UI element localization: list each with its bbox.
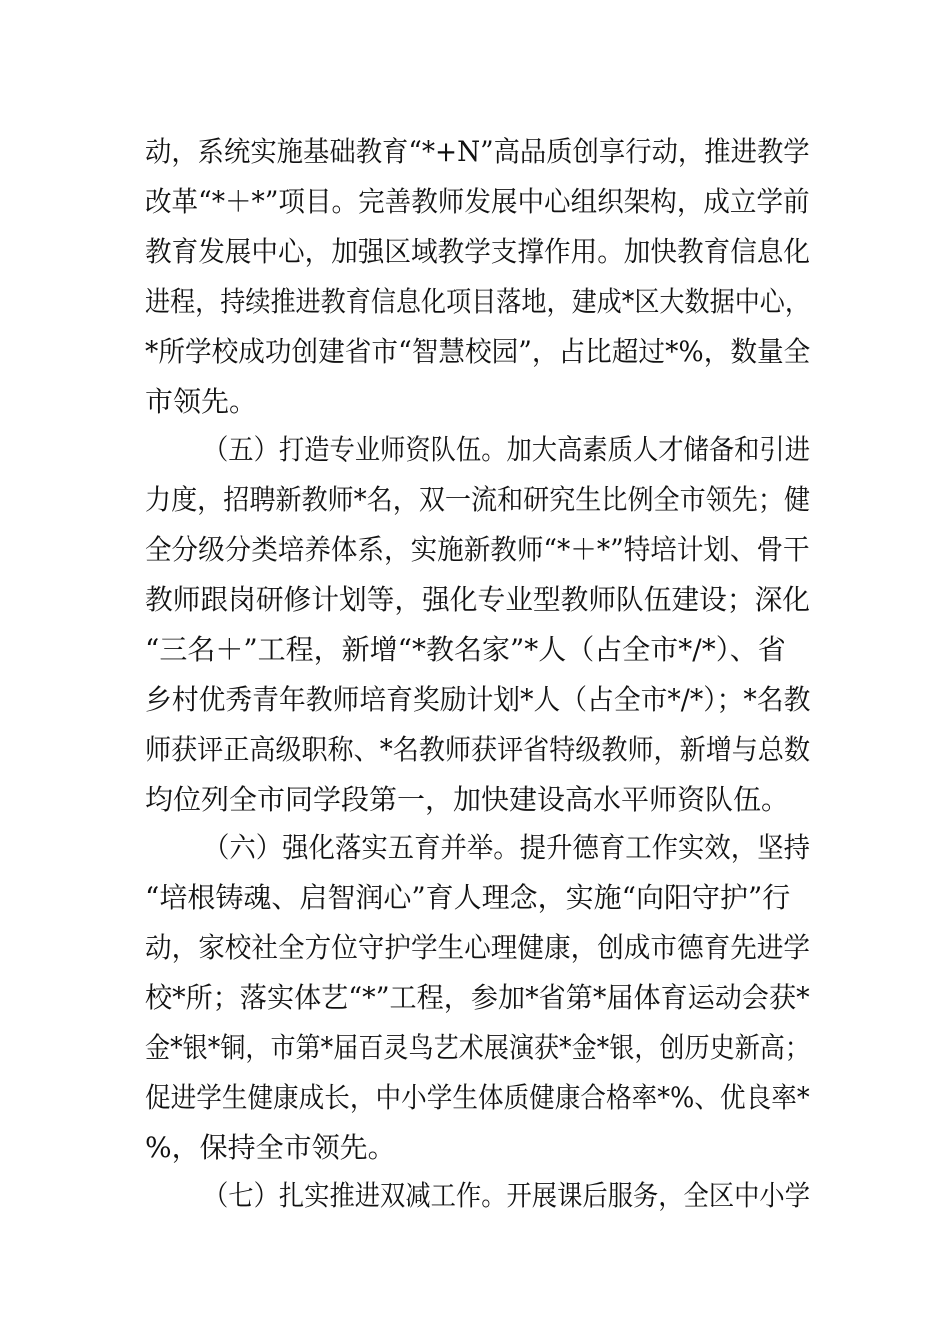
paragraph-line: 动，系统实施基础教育“*+N”高品质创享行动，推进教学	[145, 135, 810, 168]
paragraph-line: 均位列全市同学段第一，加快建设高水平师资队伍。	[145, 783, 790, 816]
paragraph-line: “三名＋”工程，新增“*教名家”*人（占全市*/*）、省	[145, 633, 786, 666]
paragraph-line: 师获评正高级职称、*名教师获评省特级教师，新增与总数	[145, 733, 811, 766]
paragraph-line: 全分级分类培养体系，实施新教师“*＋*”特培计划、骨干	[145, 533, 810, 566]
paragraph-line: （六）强化落实五育并举。提升德育工作实效，坚持	[203, 831, 810, 864]
paragraph-line: （七）扎实推进双减工作。开展课后服务，全区中小学	[203, 1179, 811, 1212]
paragraph-line: 金*银*铜，市第*届百灵鸟艺术展演获*金*银，创历史新高；	[145, 1031, 810, 1064]
paragraph-line: 乡村优秀青年教师培育奖励计划*人（占全市*/*）；*名教	[145, 683, 811, 716]
paragraph-line: 力度，招聘新教师*名，双一流和研究生比例全市领先；健	[145, 483, 811, 516]
paragraph-line: 教育发展中心，加强区域教学支撑作用。加快教育信息化	[145, 235, 811, 268]
paragraph-line: 市领先。	[145, 385, 258, 418]
paragraph-line: 校*所；落实体艺“*”工程，参加*省第*届体育运动会获*	[145, 981, 810, 1014]
paragraph-line: “培根铸魂、启智润心”育人理念，实施“向阳守护”行	[145, 881, 791, 914]
paragraph-line: %，保持全市领先。	[145, 1131, 396, 1164]
paragraph-line: 动，家校社全方位守护学生心理健康，创成市德育先进学	[145, 931, 811, 964]
paragraph-line: 教师跟岗研修计划等，强化专业型教师队伍建设；深化	[145, 583, 811, 616]
paragraph-line: （五）打造专业师资队伍。加大高素质人才储备和引进	[203, 433, 811, 466]
paragraph-line: *所学校成功创建省市“智慧校园”，占比超过*%，数量全	[145, 335, 811, 368]
paragraph-line: 改革“*＋*”项目。完善教师发展中心组织架构，成立学前	[145, 185, 810, 218]
paragraph-line: 进程，持续推进教育信息化项目落地，建成*区大数据中心，	[145, 285, 810, 318]
paragraph-line: 促进学生健康成长，中小学生体质健康合格率*%、优良率*	[145, 1081, 810, 1114]
